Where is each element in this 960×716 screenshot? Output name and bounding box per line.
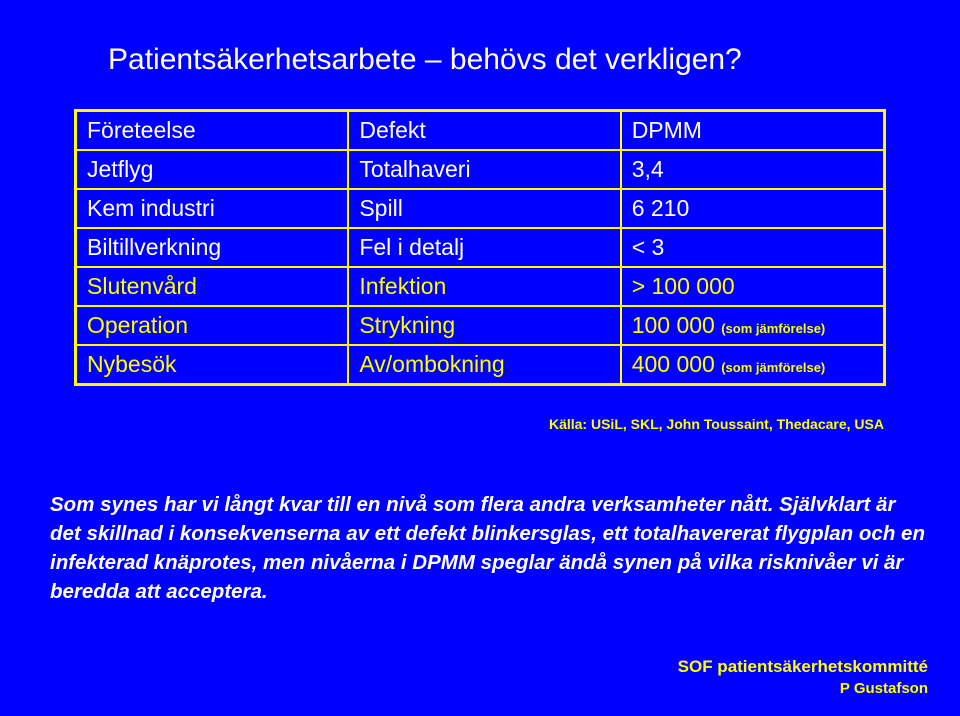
header-cell-phenomenon: Företeelse [76,111,349,151]
cell-phenomenon: Kem industri [76,189,349,228]
cell-phenomenon: Slutenvård [76,267,349,306]
cell-defect: Infektion [348,267,620,306]
comparison-note: (som jämförelse) [721,321,826,336]
cell-dpmm: > 100 000 [621,267,885,306]
slide-title: Patientsäkerhetsarbete – behövs det verkligen? [108,43,742,76]
cell-phenomenon: Biltillverkning [76,228,349,267]
table-row [76,345,885,385]
cell-defect: Totalhaveri [348,150,620,189]
body-paragraph: Som synes har vi långt kvar till en nivå som flera andra verksamheter nått. Självklart är det skillnad i konsekvenserna av ett defekt blinkersglas, ett totalhavererat flygplan och en infekterad knäprotes, men nivåerna i DPMM speglar ändå synen på vilka risknivåer vi är beredda att acceptera. [50,493,925,603]
comparison-note: (som jämförelse) [721,360,826,375]
table-row [76,150,885,189]
header-cell-defect: Defekt [348,111,620,151]
cell-defect: Av/ombokning [348,345,620,385]
table-row [76,306,885,345]
cell-phenomenon: Nybesök [76,345,349,385]
table-header-row [76,111,885,151]
table-row [76,228,885,267]
cell-defect: Strykning [348,306,620,345]
header-cell-dpmm: DPMM [621,111,885,151]
footer-author: P Gustafson [839,680,928,697]
table-row [76,189,885,228]
cell-defect: Spill [348,189,620,228]
footer-organization: SOF patientsäkerhetskommitté [677,657,928,676]
dpmm-value: 100 000 [631,312,715,338]
source-citation: Källa: USiL, SKL, John Toussaint, Thedacare, USA [548,416,884,432]
cell-dpmm: < 3 [621,228,885,267]
footer [678,656,928,700]
cell-phenomenon: Jetflyg [76,150,349,189]
cell-phenomenon: Operation [76,306,349,345]
dpmm-table [74,109,886,386]
dpmm-value: 400 000 [631,351,715,377]
table-row [76,267,885,306]
cell-dpmm [621,345,885,385]
cell-dpmm: 3,4 [621,150,885,189]
cell-dpmm: 6 210 [621,189,885,228]
cell-defect: Fel i detalj [348,228,620,267]
cell-dpmm [621,306,885,345]
